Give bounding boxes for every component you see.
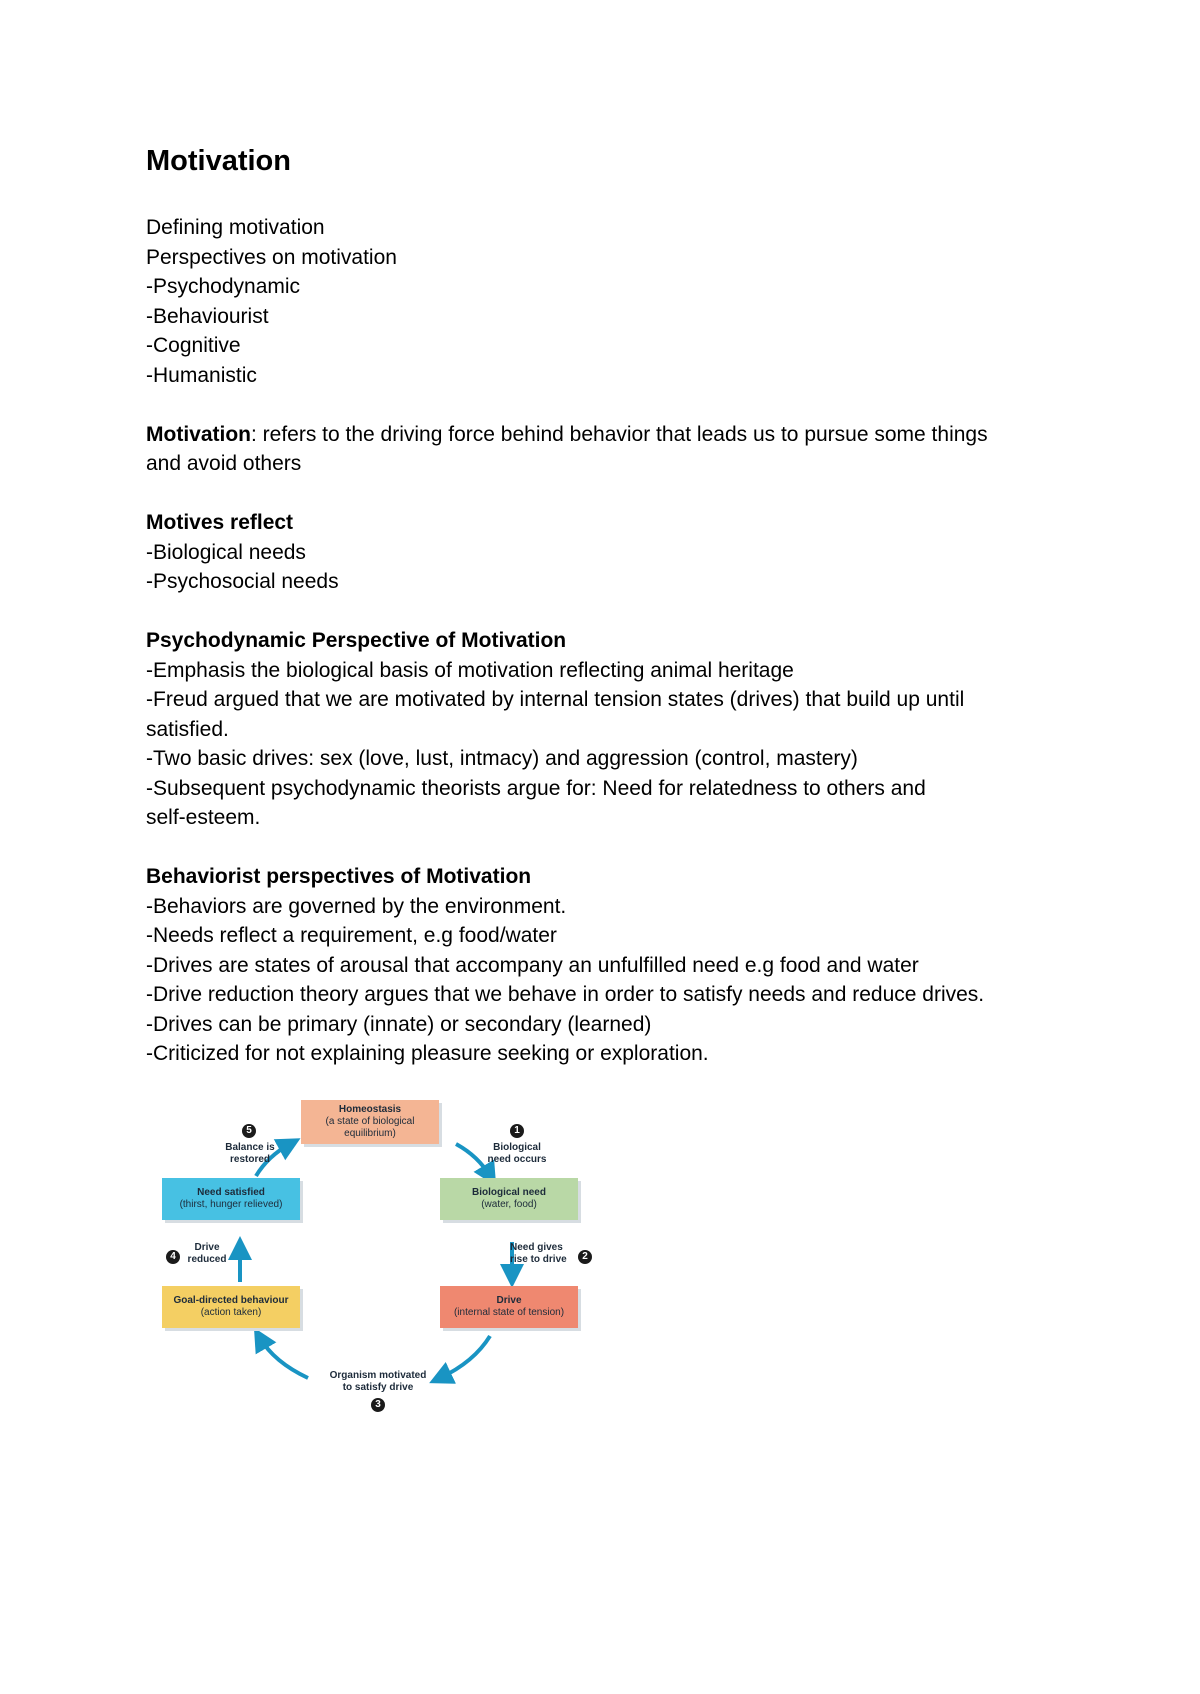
behaviorist-line: -Behaviors are governed by the environment. [146, 894, 567, 918]
homeostasis-title: Homeostasis [338, 1104, 402, 1115]
step-3-line1: Organism motivated [329, 1370, 427, 1381]
motives-heading: Motives reflect [146, 511, 294, 534]
psychodynamic-line: -Emphasis the biological basis of motivation reflecting animal heritage [146, 658, 794, 682]
step-4-label [182, 1242, 232, 1266]
step-4-line2: reduced [187, 1254, 227, 1265]
psychodynamic-line: -Two basic drives: sex (love, lust, intmacy) and aggression (control, mastery) [146, 747, 858, 770]
motives-item: -Biological needs [146, 540, 306, 564]
goal-directed-sub: (action taken) [200, 1307, 262, 1318]
drive-sub: (internal state of tension) [453, 1307, 565, 1318]
step-2-badge: 2 [578, 1250, 592, 1264]
step-1-line2: need occurs [487, 1154, 547, 1165]
psychodynamic-heading: Psychodynamic Perspective of Motivation [146, 629, 567, 652]
biological-need-box [440, 1178, 578, 1220]
step-2-line1: Need gives [510, 1242, 563, 1253]
step-4-badge: 4 [166, 1250, 180, 1264]
drive-box [440, 1286, 578, 1328]
step-3-label [308, 1370, 448, 1394]
motives-item: -Psychosocial needs [146, 570, 339, 593]
step-5-badge: 5 [242, 1124, 256, 1138]
arc-organism-to-goal [260, 1338, 308, 1378]
step-2-label [510, 1242, 580, 1266]
psychodynamic-line: self-esteem. [146, 806, 261, 829]
need-satisfied-sub: (thirst, hunger relieved) [179, 1199, 283, 1210]
outline-item: -Behaviourist [146, 304, 269, 328]
goal-directed-box [162, 1286, 300, 1328]
behaviorist-heading: Behaviorist perspectives of Motivation [146, 865, 532, 888]
page-title: Motivation [146, 145, 291, 177]
behaviorist-line: -Drives can be primary (innate) or secondary (learned) [146, 1012, 652, 1036]
homeostasis-sub: (a state of biological equilibrium) [325, 1116, 415, 1139]
definition-text-cont: and avoid others [146, 452, 302, 475]
drive-reduction-diagram [160, 1100, 600, 1420]
step-4-line1: Drive [194, 1242, 220, 1253]
biological-need-sub: (water, food) [481, 1199, 537, 1210]
step-3-line2: to satisfy drive [342, 1382, 414, 1393]
goal-directed-title: Goal-directed behaviour [173, 1295, 289, 1306]
step-3-badge: 3 [371, 1398, 385, 1412]
outline-item: -Cognitive [146, 334, 241, 357]
document-body [146, 143, 1066, 1069]
step-5-line1: Balance is [225, 1142, 275, 1153]
behaviorist-line: -Criticized for not explaining pleasure seeking or exploration. [146, 1042, 709, 1065]
definition-paragraph [146, 420, 1066, 450]
biological-need-title: Biological need [472, 1187, 546, 1198]
step-5-line2: restored [229, 1154, 270, 1165]
behaviorist-line: -Drives are states of arousal that accompany an unfulfilled need e.g food and water [146, 953, 919, 977]
step-5-label [208, 1142, 292, 1166]
psychodynamic-line: -Subsequent psychodynamic theorists argue for: Need for relatedness to others and [146, 776, 926, 800]
need-satisfied-title: Need satisfied [197, 1187, 265, 1198]
need-satisfied-box [162, 1178, 300, 1220]
definition-text: : refers to the driving force behind behavior that leads us to pursue some things [251, 422, 988, 446]
behaviorist-line: -Needs reflect a requirement, e.g food/water [146, 924, 557, 947]
outline-item: -Psychodynamic [146, 275, 301, 298]
outline-item: Perspectives on motivation [146, 245, 397, 269]
outline-item: Defining motivation [146, 216, 325, 239]
step-1-line1: Biological [493, 1142, 541, 1153]
psychodynamic-line: satisfied. [146, 717, 229, 741]
step-1-label [472, 1142, 562, 1166]
step-2-line2: rise to drive [510, 1254, 567, 1265]
behaviorist-line: -Drive reduction theory argues that we behave in order to satisfy needs and reduce drives. [146, 983, 985, 1006]
step-1-badge: 1 [510, 1124, 524, 1138]
psychodynamic-line: -Freud argued that we are motivated by internal tension states (drives) that build up until [146, 688, 965, 711]
definition-term: Motivation [146, 422, 251, 446]
outline-item: -Humanistic [146, 363, 257, 387]
drive-title: Drive [496, 1295, 522, 1306]
homeostasis-box [301, 1100, 439, 1144]
